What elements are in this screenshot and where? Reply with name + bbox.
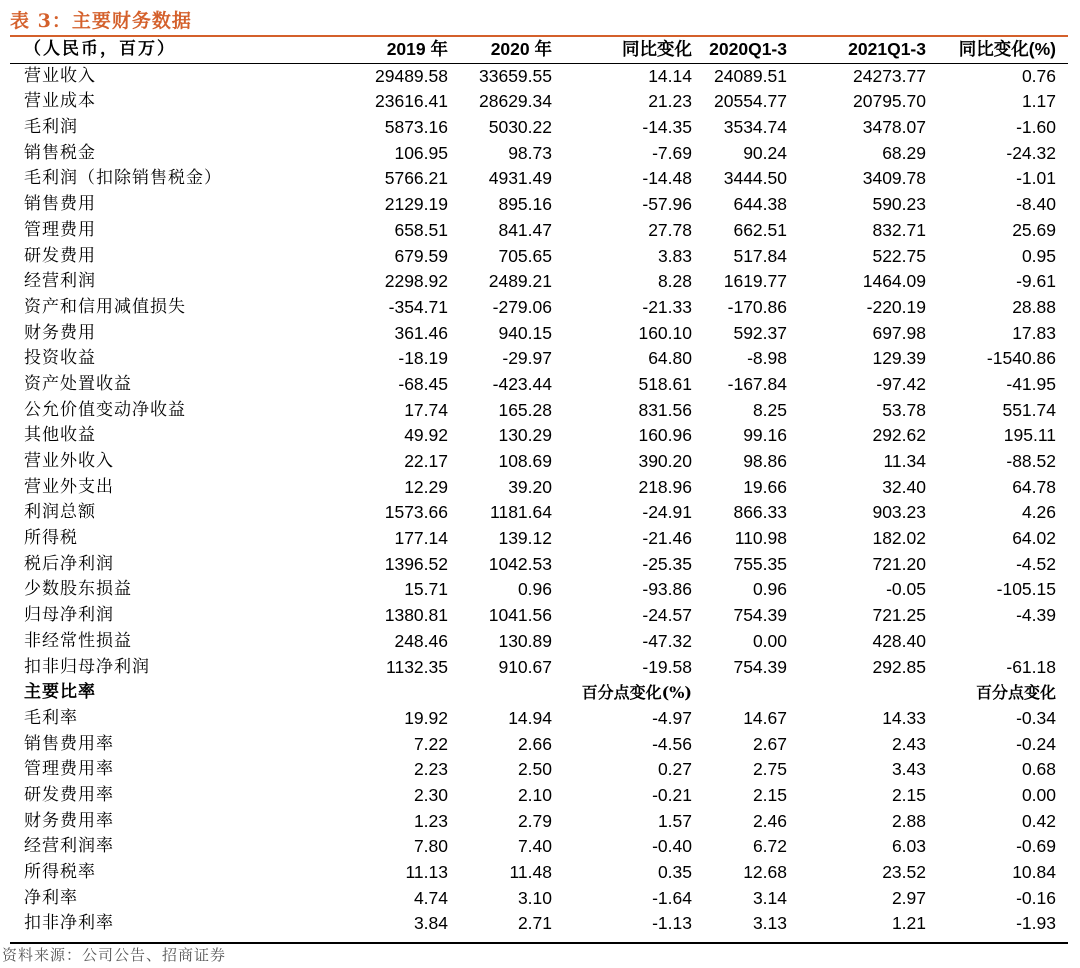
value-yoy-pct: -88.52 <box>1006 451 1056 471</box>
row-label: 所得税 <box>24 528 78 549</box>
value-yoy-pct: -8.40 <box>1016 194 1056 215</box>
row-label: 非经常性损益 <box>24 630 132 651</box>
header-yoy-pct: 同比变化(%) <box>958 39 1056 59</box>
value-2020: 2.66 <box>517 733 552 754</box>
table-row <box>10 423 1068 449</box>
value-2020: 39.20 <box>508 476 552 497</box>
value-2019: -354.71 <box>388 296 448 317</box>
row-label: 管理费用率 <box>24 759 114 780</box>
value-2019: 29489.58 <box>375 65 448 86</box>
value-2020: 28629.34 <box>479 91 552 112</box>
value-2019: 19.92 <box>404 707 448 728</box>
ratio-row <box>10 809 1068 835</box>
value-yoy-pct: -41.95 <box>1006 373 1056 394</box>
value-yoy: -1.64 <box>652 887 692 908</box>
ratio-row <box>10 911 1068 937</box>
value-yoy-pct: -1.93 <box>1016 913 1056 934</box>
value-yoy-pct: 64.02 <box>1012 528 1056 549</box>
row-label: 少数股东损益 <box>24 579 132 600</box>
header-unit: （人民币，百万） <box>24 39 176 59</box>
value-2019: 679.59 <box>394 245 448 266</box>
value-2020: 895.16 <box>498 194 552 215</box>
table-row <box>10 629 1068 655</box>
value-yoy-pct: 1.17 <box>1021 91 1056 112</box>
value-2020: 4931.49 <box>488 168 552 189</box>
value-2019: 177.14 <box>394 528 448 549</box>
row-label: 税后净利润 <box>24 553 114 574</box>
value-2020q1-3: 1619.77 <box>723 271 787 292</box>
table-row <box>10 449 1068 475</box>
row-label: 销售费用率 <box>24 733 114 754</box>
value-2020q1-3: 517.84 <box>733 245 787 266</box>
value-yoy: 390.20 <box>638 451 692 471</box>
value-2020q1-3: 662.51 <box>733 219 787 240</box>
value-2019: 12.29 <box>404 476 448 497</box>
value-yoy: -57.96 <box>642 194 692 215</box>
value-2020q1-3: -170.86 <box>727 296 787 317</box>
row-label: 经营利润率 <box>24 836 114 857</box>
row-label: 营业收入 <box>24 65 96 86</box>
row-label: 扣非归母净利润 <box>24 656 150 677</box>
value-yoy: 14.14 <box>648 65 692 86</box>
value-2020: 0.96 <box>517 579 552 600</box>
value-yoy: 0.27 <box>657 759 692 780</box>
value-2021q1-3: 23.52 <box>882 862 926 882</box>
value-2020q1-3: 3534.74 <box>723 117 787 138</box>
value-2020q1-3: 0.00 <box>752 630 787 651</box>
value-2020q1-3: 20554.77 <box>714 91 787 112</box>
table-row <box>10 475 1068 501</box>
value-2020q1-3: 12.68 <box>743 862 787 882</box>
value-yoy-pct: 4.26 <box>1021 502 1056 523</box>
value-yoy-pct: 0.76 <box>1021 65 1056 86</box>
value-2019: 23616.41 <box>375 91 448 112</box>
value-2021q1-3: 182.02 <box>872 528 926 549</box>
value-yoy-pct: 28.88 <box>1012 296 1056 317</box>
row-label: 销售费用 <box>24 194 96 215</box>
table-row <box>10 655 1068 681</box>
section-title: 主要比率 <box>24 682 96 703</box>
value-yoy: -4.56 <box>652 733 692 754</box>
value-2019: 2.23 <box>413 759 448 780</box>
row-label: 资产处置收益 <box>24 373 132 394</box>
value-2020q1-3: 2.15 <box>752 784 787 805</box>
value-2020: 7.40 <box>517 836 552 857</box>
value-2020q1-3: 90.24 <box>743 142 787 163</box>
value-2019: 248.46 <box>394 630 448 651</box>
value-2019: 5766.21 <box>384 168 448 189</box>
value-2021q1-3: 1.21 <box>891 913 926 934</box>
value-2021q1-3: 24273.77 <box>853 65 926 86</box>
row-label: 营业外支出 <box>24 476 114 497</box>
value-2020q1-3: 866.33 <box>733 502 787 523</box>
value-2020q1-3: 0.96 <box>752 579 787 600</box>
value-2021q1-3: 2.43 <box>891 733 926 754</box>
value-yoy: -21.46 <box>642 528 692 549</box>
table-title: 表 3：主要财务数据 <box>10 10 192 32</box>
value-2020q1-3: 110.98 <box>734 528 787 549</box>
value-2020: 841.47 <box>498 219 552 240</box>
value-2021q1-3: 6.03 <box>891 836 926 857</box>
value-2019: 7.80 <box>413 836 448 857</box>
row-label: 研发费用率 <box>24 784 114 805</box>
row-label: 毛利率 <box>24 707 78 728</box>
source-note: 资料来源：公司公告、招商证券 <box>2 946 227 964</box>
table-row <box>10 192 1068 218</box>
row-label: 毛利润（扣除销售税金） <box>24 168 222 189</box>
value-yoy: -21.33 <box>642 296 692 317</box>
row-label: 毛利润 <box>24 117 78 138</box>
value-yoy-pct: -0.16 <box>1016 887 1056 908</box>
value-2020: 705.65 <box>498 245 552 266</box>
value-yoy: 160.10 <box>638 322 692 343</box>
value-2020q1-3: 24089.51 <box>714 65 787 86</box>
value-2021q1-3: 68.29 <box>882 142 926 163</box>
header-2020: 2020 年 <box>490 39 552 59</box>
value-2020q1-3: 98.86 <box>743 451 787 471</box>
value-yoy: 831.56 <box>638 399 692 420</box>
value-yoy-pct: 195.11 <box>1003 425 1056 446</box>
value-2021q1-3: 32.40 <box>882 476 926 497</box>
value-2020: 108.69 <box>498 451 552 471</box>
value-yoy-pct: 25.69 <box>1012 219 1056 240</box>
value-yoy-pct: -1.01 <box>1016 168 1056 189</box>
value-yoy: 21.23 <box>648 91 692 112</box>
value-yoy: -4.97 <box>652 707 692 728</box>
value-2021q1-3: 2.15 <box>891 784 926 805</box>
value-2019: 22.17 <box>404 451 448 471</box>
value-2020q1-3: 754.39 <box>733 656 787 677</box>
value-yoy-pct: 0.00 <box>1021 784 1056 805</box>
row-label: 资产和信用减值损失 <box>24 296 186 317</box>
value-yoy: -25.35 <box>642 553 692 574</box>
value-2021q1-3: -220.19 <box>866 296 926 317</box>
value-2021q1-3: 53.78 <box>882 399 926 420</box>
value-2021q1-3: 14.33 <box>882 707 926 728</box>
table-row <box>10 141 1068 167</box>
value-2020: 2489.21 <box>488 271 552 292</box>
row-label: 经营利润 <box>24 271 96 292</box>
value-2020: 2.50 <box>517 759 552 780</box>
value-yoy-pct: -24.32 <box>1006 142 1056 163</box>
value-yoy: -14.35 <box>642 117 692 138</box>
value-2020q1-3: 2.67 <box>752 733 787 754</box>
table-row <box>10 577 1068 603</box>
value-yoy-pct: 0.42 <box>1021 810 1056 831</box>
ratio-row <box>10 886 1068 912</box>
value-yoy: -24.57 <box>642 605 692 626</box>
row-label: 研发费用 <box>24 245 96 266</box>
value-2021q1-3: 3409.78 <box>862 168 926 189</box>
ratio-rows <box>10 706 1068 937</box>
value-yoy: 0.35 <box>657 862 692 882</box>
value-2020: 1042.53 <box>488 553 552 574</box>
value-2020: 11.48 <box>509 862 552 882</box>
row-label: 利润总额 <box>24 502 96 523</box>
value-2021q1-3: 590.23 <box>872 194 926 215</box>
value-yoy: 3.83 <box>657 245 692 266</box>
value-2021q1-3: 20795.70 <box>853 91 926 112</box>
value-2021q1-3: 2.88 <box>891 810 926 831</box>
value-2019: 1132.35 <box>386 656 448 677</box>
value-2020q1-3: 3444.50 <box>723 168 787 189</box>
value-2021q1-3: 721.25 <box>872 605 926 626</box>
value-2019: 106.95 <box>394 142 448 163</box>
row-label: 管理费用 <box>24 219 96 240</box>
value-2020: 940.15 <box>498 322 552 343</box>
value-yoy-pct: -4.39 <box>1016 605 1056 626</box>
value-2021q1-3: 903.23 <box>872 502 926 523</box>
value-2021q1-3: 129.39 <box>872 348 926 369</box>
value-yoy: 1.57 <box>657 810 692 831</box>
value-2019: 2.30 <box>413 784 448 805</box>
row-label: 财务费用率 <box>24 810 114 831</box>
section-pp-change-label-2: 百分点变化 <box>975 683 1056 703</box>
value-2019: 1.23 <box>413 810 448 831</box>
row-label: 归母净利润 <box>24 605 114 626</box>
section-pp-change-label: 百分点变化(%) <box>581 683 692 703</box>
value-yoy-pct: -1540.86 <box>986 348 1056 369</box>
value-yoy: -0.21 <box>652 784 692 805</box>
value-2019: 15.71 <box>404 579 448 600</box>
value-2019: 1573.66 <box>384 502 448 523</box>
value-2019: 4.74 <box>413 887 448 908</box>
value-2021q1-3: -0.05 <box>886 579 926 600</box>
value-yoy: -7.69 <box>652 142 692 163</box>
value-yoy: 160.96 <box>638 425 692 446</box>
value-2019: 2298.92 <box>384 271 448 292</box>
table-row <box>10 500 1068 526</box>
table-row <box>10 372 1068 398</box>
value-2020q1-3: 755.35 <box>733 553 787 574</box>
table-row <box>10 603 1068 629</box>
value-2020q1-3: 644.38 <box>733 194 787 215</box>
value-2020: 910.67 <box>498 656 552 677</box>
value-2020q1-3: -167.84 <box>727 373 787 394</box>
table-row <box>10 321 1068 347</box>
section-header-ratios <box>10 680 1068 706</box>
value-2021q1-3: 832.71 <box>872 219 926 240</box>
value-2019: 658.51 <box>394 219 448 240</box>
row-label: 营业外收入 <box>24 451 114 471</box>
value-2021q1-3: 292.62 <box>872 425 926 446</box>
value-2020: 165.28 <box>498 399 552 420</box>
header-yoy: 同比变化 <box>622 39 692 59</box>
value-yoy: -47.32 <box>642 630 692 651</box>
value-yoy-pct: -0.69 <box>1016 836 1056 857</box>
table-row <box>10 269 1068 295</box>
row-label: 销售税金 <box>24 142 96 163</box>
value-yoy: 518.61 <box>638 373 692 394</box>
value-2020: 2.10 <box>517 784 552 805</box>
value-2020: -279.06 <box>492 296 552 317</box>
value-yoy-pct: -0.34 <box>1016 707 1056 728</box>
value-2020q1-3: 754.39 <box>733 605 787 626</box>
row-label: 营业成本 <box>24 91 96 112</box>
value-2020q1-3: 14.67 <box>743 707 787 728</box>
value-2020: 2.71 <box>517 913 552 934</box>
ratio-row <box>10 860 1068 886</box>
value-yoy: 8.28 <box>657 271 692 292</box>
value-2020q1-3: 3.13 <box>752 913 787 934</box>
header-2019: 2019 年 <box>386 39 448 59</box>
value-yoy-pct: 0.95 <box>1021 245 1056 266</box>
value-2021q1-3: 2.97 <box>891 887 926 908</box>
value-2020: -29.97 <box>502 348 552 369</box>
value-2020q1-3: 6.72 <box>752 836 787 857</box>
value-2020q1-3: 19.66 <box>743 476 787 497</box>
value-2020: 2.79 <box>517 810 552 831</box>
value-2020: 33659.55 <box>479 65 552 86</box>
value-2020q1-3: -8.98 <box>747 348 787 369</box>
ratio-row <box>10 757 1068 783</box>
value-yoy-pct: 64.78 <box>1012 476 1056 497</box>
row-label: 财务费用 <box>24 322 96 343</box>
value-2020q1-3: 8.25 <box>752 399 787 420</box>
financial-rows <box>10 64 1068 681</box>
header-2021q1-3: 2021Q1-3 <box>848 39 926 59</box>
value-2021q1-3: 3478.07 <box>862 117 926 138</box>
value-2021q1-3: 721.20 <box>872 553 926 574</box>
value-2021q1-3: 522.75 <box>872 245 926 266</box>
value-2020: 98.73 <box>508 142 552 163</box>
row-label: 公允价值变动净收益 <box>24 399 186 420</box>
financial-data-table <box>10 37 1068 937</box>
value-yoy-pct: 10.84 <box>1012 862 1056 882</box>
table-row <box>10 244 1068 270</box>
value-2020: 1181.64 <box>490 502 552 523</box>
value-2020q1-3: 99.16 <box>743 425 787 446</box>
value-2021q1-3: 428.40 <box>872 630 926 651</box>
table-row <box>10 398 1068 424</box>
value-2019: 7.22 <box>413 733 448 754</box>
row-label: 净利率 <box>24 887 78 908</box>
row-label: 扣非净利率 <box>24 913 114 934</box>
table-row <box>10 526 1068 552</box>
value-2019: 1396.52 <box>384 553 448 574</box>
value-yoy: 64.80 <box>648 348 692 369</box>
value-yoy-pct: -1.60 <box>1016 117 1056 138</box>
value-yoy: -0.40 <box>652 836 692 857</box>
value-2021q1-3: 3.43 <box>891 759 926 780</box>
table-row <box>10 346 1068 372</box>
value-2020q1-3: 2.75 <box>752 759 787 780</box>
value-yoy-pct: 551.74 <box>1002 399 1056 420</box>
value-yoy: -24.91 <box>642 502 692 523</box>
value-yoy: -1.13 <box>652 913 692 934</box>
value-2020: 130.89 <box>498 630 552 651</box>
value-2021q1-3: 11.34 <box>883 451 926 471</box>
value-2020: 14.94 <box>508 707 552 728</box>
value-2019: 361.46 <box>394 322 448 343</box>
value-2020q1-3: 3.14 <box>752 887 787 908</box>
row-label: 其他收益 <box>24 425 96 446</box>
row-label: 投资收益 <box>24 348 96 369</box>
table-row <box>10 89 1068 115</box>
header-2020q1-3: 2020Q1-3 <box>709 39 787 59</box>
value-yoy: -93.86 <box>642 579 692 600</box>
value-2019: -18.19 <box>398 348 448 369</box>
value-yoy-pct: 0.68 <box>1021 759 1056 780</box>
table-row <box>10 115 1068 141</box>
value-yoy-pct: -0.24 <box>1016 733 1056 754</box>
ratio-row <box>10 783 1068 809</box>
value-2020: 5030.22 <box>488 117 552 138</box>
ratio-row <box>10 706 1068 732</box>
value-yoy-pct: -4.52 <box>1016 553 1056 574</box>
value-yoy-pct: -61.18 <box>1006 656 1056 677</box>
value-yoy-pct: -105.15 <box>996 579 1056 600</box>
value-2021q1-3: 292.85 <box>872 656 926 677</box>
value-2020: 130.29 <box>498 425 552 446</box>
table-row <box>10 295 1068 321</box>
ratio-row <box>10 732 1068 758</box>
table-header-row <box>10 37 1068 64</box>
value-yoy: -19.58 <box>642 656 692 677</box>
value-2019: 2129.19 <box>384 194 448 215</box>
value-yoy-pct: 17.83 <box>1012 322 1056 343</box>
value-2020: 1041.56 <box>488 605 552 626</box>
table-row <box>10 552 1068 578</box>
value-2019: 1380.81 <box>384 605 448 626</box>
value-2020: -423.44 <box>492 373 552 394</box>
value-2019: 49.92 <box>404 425 448 446</box>
value-yoy: 27.78 <box>648 219 692 240</box>
value-2020q1-3: 2.46 <box>752 810 787 831</box>
value-yoy: -14.48 <box>642 168 692 189</box>
value-2021q1-3: -97.42 <box>876 373 926 394</box>
table-row <box>10 64 1068 90</box>
ratio-row <box>10 834 1068 860</box>
value-2019: 5873.16 <box>384 117 448 138</box>
value-2021q1-3: 1464.09 <box>862 271 926 292</box>
value-2020: 3.10 <box>517 887 552 908</box>
value-2019: -68.45 <box>398 373 448 394</box>
title-bar <box>0 0 1080 36</box>
value-2019: 11.13 <box>405 862 448 882</box>
value-yoy: 218.96 <box>638 476 692 497</box>
value-2019: 17.74 <box>404 399 448 420</box>
table-row <box>10 166 1068 192</box>
value-2020: 139.12 <box>498 528 552 549</box>
value-2020q1-3: 592.37 <box>733 322 787 343</box>
value-yoy-pct: -9.61 <box>1016 271 1056 292</box>
row-label: 所得税率 <box>24 862 96 882</box>
value-2021q1-3: 697.98 <box>872 322 926 343</box>
value-2019: 3.84 <box>413 913 448 934</box>
table-row <box>10 218 1068 244</box>
